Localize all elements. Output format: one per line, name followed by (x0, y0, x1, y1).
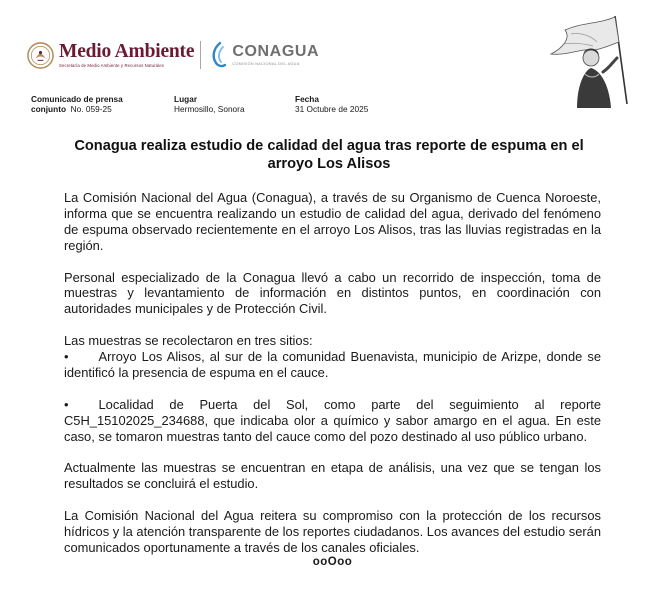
conagua-title: CONAGUA (232, 42, 320, 60)
paragraph-2: Personal especializado de la Conagua llevó a cabo un recorrido de inspección, toma de muestras y levantamiento de información en distintos puntos, en coordinación con autoridades municipales y de Protección Civil. (64, 269, 601, 317)
press-release-body (64, 190, 601, 568)
paragraph-5: La Comisión Nacional del Agua reitera su compromiso con la protección de los recursos hídricos y la atención transparente de los reportes ciudadanos. Los avances del estudio serán comunicados oportunamente a través de los canales oficiales. (64, 508, 601, 555)
semarnat-logo (26, 41, 194, 70)
semarnat-title: Medio Ambiente (59, 40, 195, 62)
meta-lugar (174, 94, 245, 115)
bullet-item-1 (64, 349, 601, 381)
lugar-label: Lugar (174, 94, 198, 104)
comunicado-label: Comunicado de prensa (31, 94, 123, 104)
conagua-logo (209, 41, 319, 69)
meta-fecha (295, 94, 368, 115)
bullet-item-2 (64, 397, 601, 445)
mexico-coat-of-arms-icon (26, 41, 55, 70)
closing-mark: ooOoo (312, 555, 353, 568)
logo-divider (200, 41, 201, 69)
bullet-text-1: Arroyo Los Alisos, al sur de la comunidad Buenavista, municipio de Arizpe, donde se identificó la presencia de espuma en el cauce. (64, 349, 601, 380)
conagua-water-icon (209, 41, 229, 69)
press-release-title: Conagua realiza estudio de calidad del agua tras reporte de espuma en el arroyo Los Alisos (74, 138, 584, 172)
paragraph-4: Actualmente las muestras se encuentran en etapa de análisis, una vez que se tengan los resultados se concluirá el estudio. (64, 460, 601, 492)
fecha-value: 31 Octubre de 2025 (295, 104, 369, 115)
bullet-text-2: Localidad de Puerta del Sol, como parte del seguimiento al reporte C5H_15102025_234688, que indicaba olor a químico y sabor amargo en el agua. En este caso, se tomaron muestras tanto del cauce como del pozo destinado al uso público urbano. (64, 396, 601, 444)
lugar-value: Hermosillo, Sonora (174, 104, 245, 115)
bullet-icon: • (64, 349, 69, 365)
meta-comunicado (31, 94, 123, 115)
conagua-subtitle: COMISIÓN NACIONAL DEL AGUA (232, 61, 300, 66)
comunicado-number: No. 059-25 (70, 104, 112, 115)
heroine-flag-illustration-icon (541, 12, 633, 108)
bullet-icon: • (64, 396, 69, 412)
header-logos (26, 38, 319, 72)
paragraph-1: La Comisión Nacional del Agua (Conagua), a través de su Organismo de Cuenca Noroeste, informa que se encuentra realizando un estudio de calidad del agua, derivado del fenómeno de espuma observado recientemente en el arroyo Los Alisos, tras las lluvias registradas en la región. (64, 190, 601, 253)
comunicado-label-2: conjunto (31, 104, 67, 115)
paragraph-3: Las muestras se recolectaron en tres sitios: (64, 333, 313, 349)
fecha-label: Fecha (295, 94, 319, 104)
semarnat-subtitle: Secretaría de Medio Ambiente y Recursos Naturales (59, 63, 164, 69)
